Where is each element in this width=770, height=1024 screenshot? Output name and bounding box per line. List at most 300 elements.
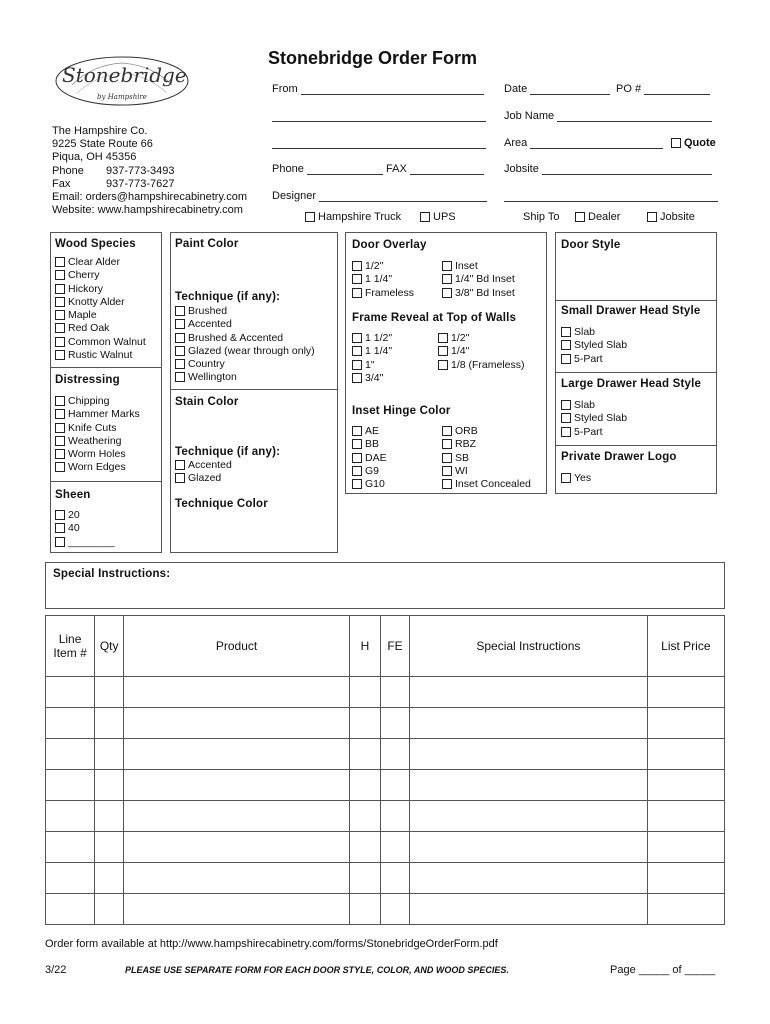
distressing-checkbox[interactable] (55, 423, 65, 433)
table-cell[interactable] (124, 894, 350, 925)
inset-hinge-label: RBZ (455, 438, 476, 451)
paint-color-section (170, 232, 338, 390)
door-overlay-label: 1/2" (365, 260, 384, 272)
frame-reveal-label: 1/8 (Frameless) (451, 358, 525, 371)
wood-species-title: Wood Species (55, 238, 136, 250)
paint-technique-option[interactable] (175, 305, 315, 318)
sheen-checkbox[interactable] (55, 523, 65, 533)
door-style-section (555, 232, 717, 494)
table-cell[interactable] (95, 677, 124, 708)
inset-hinge-checkbox[interactable] (442, 466, 452, 476)
door-overlay-label: Inset (455, 260, 478, 272)
table-cell[interactable] (647, 894, 724, 925)
distressing-option[interactable] (55, 422, 140, 435)
door-overlay-label: Frameless (365, 286, 415, 299)
inset-hinge-label: Inset Concealed (455, 478, 531, 491)
jobsite-line-2[interactable] (504, 190, 718, 202)
small-drawer-option[interactable] (561, 326, 627, 339)
fax-field[interactable]: FAX (386, 163, 484, 175)
small-drawer-checkbox[interactable] (561, 327, 571, 337)
paint-technique-label: Glazed (wear through only) (188, 344, 315, 357)
inset-hinge-checkbox[interactable] (352, 466, 362, 476)
paint-color-title: Paint Color (175, 238, 239, 250)
table-cell[interactable] (124, 863, 350, 894)
inset-hinge-option[interactable] (352, 452, 387, 465)
inset-hinge-option[interactable] (352, 425, 387, 438)
small-drawer-label: 5-Part (574, 352, 603, 365)
wood-species-label: Knotty Alder (68, 295, 125, 308)
paint-technique-label: Accented (188, 318, 232, 331)
distressing-checkbox[interactable] (55, 462, 65, 472)
large-drawer-label: 5-Part (574, 425, 603, 438)
distressing-title: Distressing (55, 374, 120, 386)
wood-species-option[interactable] (55, 283, 146, 296)
table-header-row (46, 616, 725, 677)
inset-hinge-checkbox[interactable] (442, 439, 452, 449)
distressing-label: Weathering (68, 434, 122, 447)
sheen-checkbox[interactable] (55, 537, 65, 547)
stain-technique-checkbox[interactable] (175, 460, 185, 470)
table-row (46, 801, 725, 832)
wood-species-option[interactable] (55, 309, 146, 322)
hampshire-truck-checkbox[interactable] (305, 212, 315, 222)
wood-species-label: Rustic Walnut (68, 349, 133, 362)
table-cell[interactable] (46, 708, 95, 739)
ship-hampshire-truck[interactable]: Hampshire Truck (305, 211, 401, 223)
door-overlay-option[interactable] (352, 287, 414, 300)
wood-species-option[interactable] (55, 322, 146, 335)
table-cell[interactable] (380, 801, 409, 832)
table-cell[interactable] (410, 863, 648, 894)
door-overlay-option[interactable] (442, 260, 515, 273)
small-drawer-label: Styled Slab (574, 339, 628, 352)
table-row (46, 739, 725, 770)
large-drawer-checkbox[interactable] (561, 413, 571, 423)
frame-reveal-option[interactable] (352, 332, 392, 345)
large-drawer-label: Slab (574, 399, 596, 411)
logo-subtext: by Hampshire (97, 93, 147, 101)
company-fax: Fax 937-773-7627 (52, 177, 175, 190)
frame-reveal-option[interactable] (352, 345, 392, 358)
table-cell[interactable] (647, 863, 724, 894)
door-overlay-checkbox[interactable] (442, 274, 452, 284)
stain-technique-title: Technique (if any): (175, 446, 281, 458)
wood-species-label: Clear Alder (68, 256, 120, 268)
frame-reveal-option[interactable] (352, 359, 392, 372)
small-drawer-checkbox[interactable] (561, 354, 571, 364)
distressing-option[interactable] (55, 395, 140, 408)
ship-ups[interactable]: UPS (420, 211, 456, 223)
distressing-checkbox[interactable] (55, 436, 65, 446)
sheen-label: 20 (68, 509, 80, 521)
frame-reveal-checkbox[interactable] (438, 360, 448, 370)
header-fe: FE (380, 616, 409, 677)
table-cell[interactable] (95, 894, 124, 925)
frame-reveal-checkbox[interactable] (352, 360, 362, 370)
distressing-section (50, 367, 162, 482)
table-cell[interactable] (124, 739, 350, 770)
stain-technique-option[interactable] (175, 459, 232, 472)
small-drawer-label: Slab (574, 326, 596, 338)
header-qty: Qty (95, 616, 124, 677)
distressing-checkbox[interactable] (55, 449, 65, 459)
table-cell[interactable] (647, 801, 724, 832)
small-drawer-title: Small Drawer Head Style (561, 305, 701, 317)
special-instructions-label: Special Instructions: (53, 568, 171, 580)
distressing-label: Worm Holes (68, 448, 126, 461)
table-cell[interactable] (380, 708, 409, 739)
table-cell[interactable] (647, 739, 724, 770)
area-field[interactable]: Area (504, 137, 663, 149)
wood-species-label: Hickory (68, 282, 104, 295)
table-cell[interactable] (380, 739, 409, 770)
sheen-label: ________ (68, 535, 115, 548)
company-logo (52, 55, 192, 111)
frame-reveal-label: 3/4" (365, 371, 384, 384)
paint-technique-option[interactable] (175, 358, 315, 371)
wood-species-checkbox[interactable] (55, 257, 65, 267)
table-cell[interactable] (46, 801, 95, 832)
table-cell[interactable] (380, 894, 409, 925)
inset-hinge-checkbox[interactable] (442, 453, 452, 463)
overlay-section (345, 232, 547, 494)
table-cell[interactable] (95, 832, 124, 863)
inset-hinge-checkbox[interactable] (352, 453, 362, 463)
door-overlay-checkbox[interactable] (352, 261, 362, 271)
inset-hinge-option[interactable] (442, 425, 531, 438)
large-drawer-option[interactable] (561, 412, 627, 425)
company-address2: Piqua, OH 45356 (52, 151, 137, 164)
sheen-label: 40 (68, 522, 80, 535)
table-cell[interactable] (124, 832, 350, 863)
table-cell[interactable] (349, 708, 380, 739)
sheen-section (50, 481, 162, 553)
jobsite-field[interactable]: Jobsite (504, 163, 712, 175)
header-h: H (349, 616, 380, 677)
table-cell[interactable] (410, 677, 648, 708)
inset-hinge-checkbox[interactable] (352, 479, 362, 489)
paint-technique-label: Country (188, 358, 225, 371)
frame-reveal-checkbox[interactable] (352, 333, 362, 343)
table-cell[interactable] (647, 832, 724, 863)
table-cell[interactable] (349, 801, 380, 832)
stain-technique-label: Accented (188, 459, 232, 471)
inset-hinge-option[interactable] (442, 438, 531, 451)
company-website: Website: www.hampshirecabinetry.com (52, 204, 243, 217)
paint-technique-checkbox[interactable] (175, 333, 185, 343)
wood-species-checkbox[interactable] (55, 350, 65, 360)
drawer-logo-label: Yes (574, 472, 592, 484)
table-row (46, 770, 725, 801)
special-instructions-box[interactable] (45, 562, 725, 609)
inset-hinge-option[interactable] (352, 478, 387, 491)
stain-color-title: Stain Color (175, 396, 239, 408)
frame-reveal-option[interactable] (438, 359, 525, 372)
stain-technique-checkbox[interactable] (175, 473, 185, 483)
header-line-item: Line Item # (46, 616, 95, 677)
door-overlay-checkbox[interactable] (352, 288, 362, 298)
table-cell[interactable] (380, 832, 409, 863)
inset-hinge-label: G9 (365, 464, 380, 477)
inset-hinge-label: SB (455, 451, 470, 464)
inset-hinge-label: G10 (365, 478, 385, 491)
table-cell[interactable] (46, 739, 95, 770)
frame-reveal-checkbox[interactable] (438, 333, 448, 343)
frame-reveal-checkbox[interactable] (352, 346, 362, 356)
frame-reveal-label: 1 1/4" (365, 345, 393, 358)
table-cell[interactable] (46, 770, 95, 801)
table-cell[interactable] (95, 708, 124, 739)
wood-species-label: Common Walnut (68, 335, 146, 348)
paint-technique-checkbox[interactable] (175, 319, 185, 329)
company-address1: 9225 State Route 66 (52, 138, 153, 151)
footer-notice: PLEASE USE SEPARATE FORM FOR EACH DOOR STYLE, COLOR, AND WOOD SPECIES. (125, 965, 509, 975)
door-overlay-option[interactable] (352, 273, 414, 286)
form-title: Stonebridge Order Form (268, 48, 478, 68)
small-drawer-option[interactable] (561, 353, 627, 366)
table-cell[interactable] (380, 863, 409, 894)
paint-technique-option[interactable] (175, 371, 315, 384)
from-field[interactable]: From (272, 83, 484, 95)
paint-technique-option[interactable] (175, 332, 315, 345)
inset-hinge-option[interactable] (442, 478, 531, 491)
paint-technique-checkbox[interactable] (175, 306, 185, 316)
table-row (46, 677, 725, 708)
table-cell[interactable] (410, 801, 648, 832)
inset-hinge-label: WI (455, 464, 468, 477)
table-cell[interactable] (410, 832, 648, 863)
inset-hinge-checkbox[interactable] (442, 426, 452, 436)
date-field[interactable]: Date (504, 83, 610, 95)
door-overlay-option[interactable] (442, 273, 515, 286)
table-cell[interactable] (380, 770, 409, 801)
header-list-price: List Price (647, 616, 724, 677)
from-line-3[interactable] (272, 137, 486, 149)
table-cell[interactable] (124, 770, 350, 801)
stain-color-section (170, 389, 338, 553)
sheen-option[interactable] (55, 522, 115, 535)
frame-reveal-label: 1" (365, 358, 375, 371)
wood-species-option[interactable] (55, 269, 146, 282)
table-cell[interactable] (124, 708, 350, 739)
table-cell[interactable] (380, 677, 409, 708)
small-drawer-checkbox[interactable] (561, 340, 571, 350)
wood-species-checkbox[interactable] (55, 310, 65, 320)
door-overlay-option[interactable] (442, 287, 515, 300)
designer-field[interactable]: Designer (272, 190, 487, 202)
stain-technique-label: Glazed (188, 472, 222, 485)
table-cell[interactable] (349, 863, 380, 894)
quote-checkbox[interactable] (671, 138, 681, 148)
large-drawer-option[interactable] (561, 426, 627, 439)
header-special: Special Instructions (410, 616, 648, 677)
paint-technique-option[interactable] (175, 318, 315, 331)
distressing-checkbox[interactable] (55, 396, 65, 406)
company-name: The Hampshire Co. (52, 125, 148, 137)
drawer-logo-option[interactable] (561, 472, 591, 485)
logo-text: Stonebridge (62, 63, 187, 87)
wood-species-label: Cherry (68, 269, 100, 282)
inset-hinge-label: ORB (455, 425, 478, 437)
inset-hinge-label: DAE (365, 451, 387, 464)
company-phone: Phone 937-773-3493 (52, 164, 175, 177)
wood-species-option[interactable] (55, 256, 146, 269)
door-overlay-checkbox[interactable] (352, 274, 362, 284)
sheen-option[interactable] (55, 536, 115, 549)
inset-hinge-checkbox[interactable] (442, 479, 452, 489)
wood-species-section (50, 232, 162, 368)
table-cell[interactable] (124, 801, 350, 832)
large-drawer-option[interactable] (561, 399, 627, 412)
frame-reveal-label: 1 1/2" (365, 332, 393, 344)
inset-hinge-label: AE (365, 425, 380, 437)
wood-species-checkbox[interactable] (55, 270, 65, 280)
dealer-checkbox[interactable] (575, 212, 585, 222)
frame-reveal-option[interactable] (438, 345, 525, 358)
table-cell[interactable] (349, 770, 380, 801)
table-cell[interactable] (410, 739, 648, 770)
paint-technique-label: Wellington (188, 371, 237, 384)
inset-hinge-label: BB (365, 438, 380, 451)
table-row (46, 708, 725, 739)
table-row (46, 894, 725, 925)
drawer-logo-checkbox[interactable] (561, 473, 571, 483)
small-drawer-option[interactable] (561, 339, 627, 352)
stain-technique-option[interactable] (175, 472, 232, 485)
table-cell[interactable] (46, 832, 95, 863)
drawer-logo-title: Private Drawer Logo (561, 451, 677, 463)
table-row (46, 832, 725, 863)
inset-hinge-option[interactable] (352, 438, 387, 451)
line-items-table (45, 615, 725, 925)
company-info (52, 125, 247, 217)
table-cell[interactable] (647, 677, 724, 708)
distressing-label: Hammer Marks (68, 408, 140, 421)
large-drawer-title: Large Drawer Head Style (561, 378, 702, 390)
distressing-option[interactable] (55, 408, 140, 421)
frame-reveal-checkbox[interactable] (438, 346, 448, 356)
quote-option[interactable]: Quote (671, 137, 716, 149)
paint-technique-option[interactable] (175, 345, 315, 358)
sheen-checkbox[interactable] (55, 510, 65, 520)
wood-species-checkbox[interactable] (55, 284, 65, 294)
distressing-label: Knife Cuts (68, 421, 117, 434)
sheen-title: Sheen (55, 489, 91, 501)
door-style-title: Door Style (561, 239, 621, 251)
table-cell[interactable] (124, 677, 350, 708)
large-drawer-checkbox[interactable] (561, 400, 571, 410)
paint-technique-title: Technique (if any): (175, 291, 281, 303)
frame-reveal-title: Frame Reveal at Top of Walls (352, 312, 517, 324)
table-cell[interactable] (410, 894, 648, 925)
table-cell[interactable] (349, 832, 380, 863)
wood-species-option[interactable] (55, 336, 146, 349)
job-name-field[interactable]: Job Name (504, 110, 712, 122)
frame-reveal-label: 1/2" (451, 332, 470, 344)
distressing-option[interactable] (55, 435, 140, 448)
frame-reveal-label: 1/4" (451, 345, 470, 358)
distressing-option[interactable] (55, 448, 140, 461)
wood-species-option[interactable] (55, 296, 146, 309)
door-overlay-label: 3/8" Bd Inset (455, 286, 515, 299)
wood-species-checkbox[interactable] (55, 297, 65, 307)
door-overlay-title: Door Overlay (352, 239, 427, 251)
inset-hinge-title: Inset Hinge Color (352, 405, 451, 417)
ship-to-jobsite[interactable]: Jobsite (647, 211, 695, 223)
door-overlay-label: 1/4" Bd Inset (455, 273, 515, 286)
large-drawer-checkbox[interactable] (561, 427, 571, 437)
table-cell[interactable] (95, 801, 124, 832)
distressing-option[interactable] (55, 461, 140, 474)
distressing-label: Worn Edges (68, 461, 126, 474)
frame-reveal-option[interactable] (438, 332, 525, 345)
paint-technique-checkbox[interactable] (175, 372, 185, 382)
distressing-label: Chipping (68, 395, 110, 407)
ship-to-dealer[interactable]: Dealer (575, 211, 620, 223)
inset-hinge-checkbox[interactable] (352, 426, 362, 436)
table-cell[interactable] (95, 739, 124, 770)
footer-date-code: 3/22 (45, 964, 67, 976)
door-overlay-checkbox[interactable] (442, 261, 452, 271)
table-cell[interactable] (95, 770, 124, 801)
company-email: Email: orders@hampshirecabinetry.com (52, 191, 247, 204)
wood-species-checkbox[interactable] (55, 337, 65, 347)
po-field[interactable]: PO # (616, 83, 710, 95)
inset-hinge-option[interactable] (442, 452, 531, 465)
door-overlay-label: 1 1/4" (365, 273, 393, 286)
wood-species-checkbox[interactable] (55, 323, 65, 333)
table-cell[interactable] (46, 894, 95, 925)
wood-species-label: Maple (68, 309, 97, 322)
table-cell[interactable] (349, 894, 380, 925)
table-cell[interactable] (410, 708, 648, 739)
ups-checkbox[interactable] (420, 212, 430, 222)
phone-field[interactable]: Phone (272, 163, 383, 175)
paint-technique-label: Brushed & Accented (188, 331, 284, 344)
large-drawer-label: Styled Slab (574, 412, 628, 425)
distressing-checkbox[interactable] (55, 409, 65, 419)
table-cell[interactable] (46, 863, 95, 894)
inset-hinge-option[interactable] (442, 465, 531, 478)
table-cell[interactable] (647, 770, 724, 801)
inset-hinge-option[interactable] (352, 465, 387, 478)
table-cell[interactable] (349, 677, 380, 708)
wood-species-option[interactable] (55, 349, 146, 362)
from-line-2[interactable] (272, 110, 486, 122)
table-cell[interactable] (647, 708, 724, 739)
footer-url-note: Order form available at http://www.hampshirecabinetry.com/forms/StonebridgeOrderForm.pdf (45, 938, 498, 950)
sheen-option[interactable] (55, 509, 115, 522)
table-cell[interactable] (46, 677, 95, 708)
paint-technique-checkbox[interactable] (175, 346, 185, 356)
inset-hinge-checkbox[interactable] (352, 439, 362, 449)
frame-reveal-option[interactable] (352, 372, 392, 385)
door-overlay-checkbox[interactable] (442, 288, 452, 298)
header-product: Product (124, 616, 350, 677)
technique-color-title: Technique Color (175, 498, 268, 510)
door-overlay-option[interactable] (352, 260, 414, 273)
footer-page[interactable]: Page _____ of _____ (610, 964, 716, 976)
table-cell[interactable] (410, 770, 648, 801)
table-cell[interactable] (95, 863, 124, 894)
paint-technique-label: Brushed (188, 305, 228, 317)
paint-technique-checkbox[interactable] (175, 359, 185, 369)
table-cell[interactable] (349, 739, 380, 770)
ship-to-label: Ship To (523, 211, 560, 223)
table-row (46, 863, 725, 894)
frame-reveal-checkbox[interactable] (352, 373, 362, 383)
jobsite-checkbox[interactable] (647, 212, 657, 222)
